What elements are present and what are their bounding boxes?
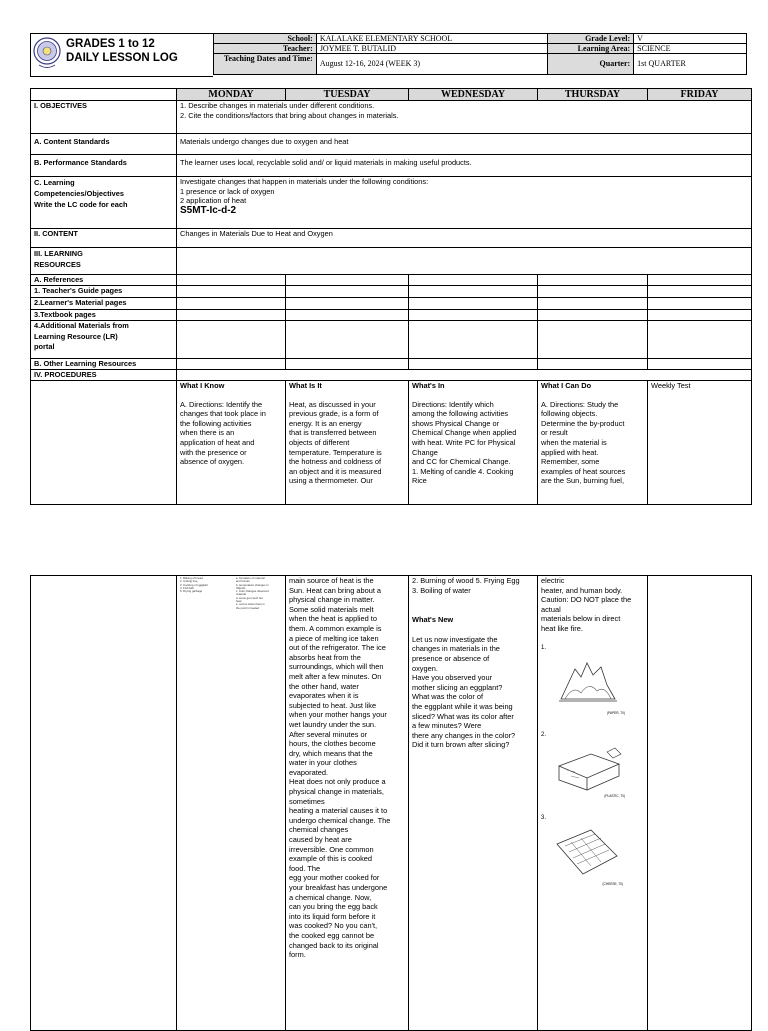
title-line2: DAILY LESSON LOG (66, 52, 178, 64)
quarter-value: 1st QUARTER (634, 54, 747, 75)
monday-heading: What I Know (180, 381, 225, 390)
procedures-continued-table (30, 575, 752, 1031)
learners-material-label: 2.Learner's Material pages (31, 298, 177, 310)
wednesday-heading: What's In (412, 381, 445, 390)
content-row (31, 229, 752, 248)
day-thursday: THURSDAY (538, 89, 648, 101)
day-wednesday: WEDNESDAY (409, 89, 538, 101)
content-standards-text: Materials undergo changes due to oxygen and heat (177, 134, 752, 155)
day-tuesday: TUESDAY (286, 89, 409, 101)
wednesday-text: Directions: Identify which among the following activities shows Physical Change or Chemical Change when applied with heat. Write PC for Physical Change and CC for Chemical Change. 1. Melting of candle 4. Cooking Rice (412, 399, 517, 486)
quarter-label: Quarter: (548, 54, 634, 75)
whats-new-heading: What's New (412, 615, 454, 625)
change-list: a. formation of material and human b. temperature changes in Objects c. color changes observed material d. some get much hot heat e. occurs when there is the point in heated (235, 576, 269, 610)
content-standards-label: A. Content Standards (31, 134, 177, 155)
dates-label: Teaching Dates and Time: (214, 54, 317, 75)
procedures-label: IV. PROCEDURES (31, 370, 177, 381)
object-figure-1 (541, 642, 644, 719)
tuesday-heading: What Is It (289, 381, 322, 390)
wednesday-text-continued: 2. Burning of wood 5. Frying Egg 3. Boiling of water (412, 576, 520, 595)
figure-2-caption: (PLASTIC, 70) (604, 794, 625, 799)
learning-resources-label: III. LEARNING RESOURCES (31, 248, 177, 275)
references-row (31, 275, 752, 286)
thursday-text: A. Directions: Study the following objects. Determine the by-product or result when the material is applied with heat. Remember, some examples of heat sources are the Sun, burning fuel, (541, 399, 626, 486)
thursday-heading: What I Can Do (541, 381, 592, 390)
plastic-block-icon (551, 742, 627, 792)
teachers-guide-row (31, 286, 752, 298)
monday-text: A. Directions: Identify the changes that took place in the following activities when there is an application of heat and with the presence or absence of oxygen. (180, 399, 266, 467)
other-resources-row (31, 359, 752, 370)
figure-3-number: 3. (541, 814, 547, 821)
figure-2-number: 2. (541, 731, 547, 738)
procedures-continued-row (31, 576, 752, 1031)
tuesday-text: Heat, as discussed in your previous grade, is a form of energy. It is an energy that is transferred between objects of different temperature. Temperature is the hotness and coldness of an object and it is measured using a thermometer. Our (289, 399, 382, 486)
burning-paper-icon (551, 655, 625, 709)
lr-portal-label: 4.Additional Materials from Learning Resource (LR) portal (31, 321, 177, 359)
title-line1: GRADES 1 to 12 (66, 38, 155, 50)
teacher-value: JOYMEE T. BUTALID (316, 44, 548, 54)
day-header-row (31, 89, 752, 101)
content-standards-row (31, 134, 752, 155)
lr-portal-row (31, 321, 752, 359)
objectives-row (31, 101, 752, 134)
other-resources-label: B. Other Learning Resources (31, 359, 177, 370)
lesson-log-table (30, 88, 752, 505)
performance-standards-label: B. Performance Standards (31, 155, 177, 177)
teacher-label: Teacher: (214, 44, 317, 54)
school-value: KALALAKE ELEMENTARY SCHOOL (316, 34, 548, 44)
thursday-text-continued: electric heater, and human body. Caution: DO NOT place the actual materials below in direct heat like fire. (541, 576, 632, 633)
activity-matching-figure (180, 577, 282, 610)
tuesday-text-continued: main source of heat is the Sun. Heat can bring about a physical change in matter. Some solid materials melt when the heat is applied to them. A common example is a piece of melting ice taken out of the refrigerator. The ice absorbs heat from the surroundings, which will then melt after a few minutes. On the other hand, water evaporates when it is subjected to heat. Just like when your mother hangs your wet laundry under the sun. After several minutes or hours, the clothes become dry, which means that the water in your clothes evaporated. Heat does not only produce a physical change in materials, sometimes heating a material causes it to undergo chemical change. The chemical changes caused by heat are irreversible. One common example of this is cooked food. The egg your mother cooked for your breakfast has undergone a chemical change. Now, can you bring the egg back into its liquid form before it was cooked? No you can't, the cooked egg cannot be changed back to its original form. (289, 576, 391, 960)
friday-text: Weekly Test (651, 381, 691, 390)
whats-new-text: Let us now investigate the changes in materials in the presence or absence of oxygen. Have you observed your mother slicing an eggplant? What was the color of the eggplant while it was being sliced? What was its color after a few minutes? Were there any changes in the color? Did it turn brown after slicing? (412, 634, 516, 750)
day-monday: MONDAY (177, 89, 286, 101)
grade-value: V (634, 34, 747, 44)
competencies-label: C. Learning Competencies/Objectives Write the LC code for each (31, 177, 177, 229)
page-title (66, 37, 178, 65)
activity-list: 1. Baking of bread 2. Cutting tree 3. Cooking of eggplant 4. Fish ball 5. Drying garbage (180, 576, 208, 594)
competencies-text: Investigate changes that happen in materials under the following conditions: 1 presence or lack of oxygen 2 application of heat (180, 177, 429, 206)
procedures-row (31, 370, 752, 381)
header-info-table (213, 33, 747, 75)
teachers-guide-label: 1. Teacher's Guide pages (31, 286, 177, 298)
learners-material-row (31, 298, 752, 310)
cheese-bar-icon (551, 826, 623, 880)
textbook-label: 3.Textbook pages (31, 310, 177, 321)
figure-1-caption: (PAPER, 70) (606, 711, 625, 716)
area-value: SCIENCE (634, 44, 747, 54)
dates-value: August 12-16, 2024 (WEEK 3) (316, 54, 548, 75)
school-label: School: (214, 34, 317, 44)
content-label: II. CONTENT (31, 229, 177, 248)
figure-1-number: 1. (541, 644, 547, 651)
references-label: A. References (31, 275, 177, 286)
performance-standards-row (31, 155, 752, 177)
competencies-row (31, 177, 752, 229)
textbook-row (31, 310, 752, 321)
lc-code: S5MT-Ic-d-2 (180, 204, 237, 216)
deped-seal-icon (33, 36, 61, 70)
object-figure-2 (541, 729, 644, 802)
grade-label: Grade Level: (548, 34, 634, 44)
objectives-label: I. OBJECTIVES (31, 101, 177, 134)
performance-standards-text: The learner uses local, recyclable solid and/ or liquid materials in making useful products. (177, 155, 752, 177)
learning-resources-row (31, 248, 752, 275)
procedures-content-row (31, 381, 752, 505)
figure-3-caption: (CHEESE, 70) (602, 881, 623, 886)
content-text: Changes in Materials Due to Heat and Oxygen (177, 229, 752, 248)
area-label: Learning Area: (548, 44, 634, 54)
objectives-text: 1. Describe changes in materials under different conditions. 2. Cite the conditions/factors that bring about changes in materials. (177, 101, 752, 134)
object-figure-3 (541, 812, 644, 889)
day-friday: FRIDAY (648, 89, 752, 101)
